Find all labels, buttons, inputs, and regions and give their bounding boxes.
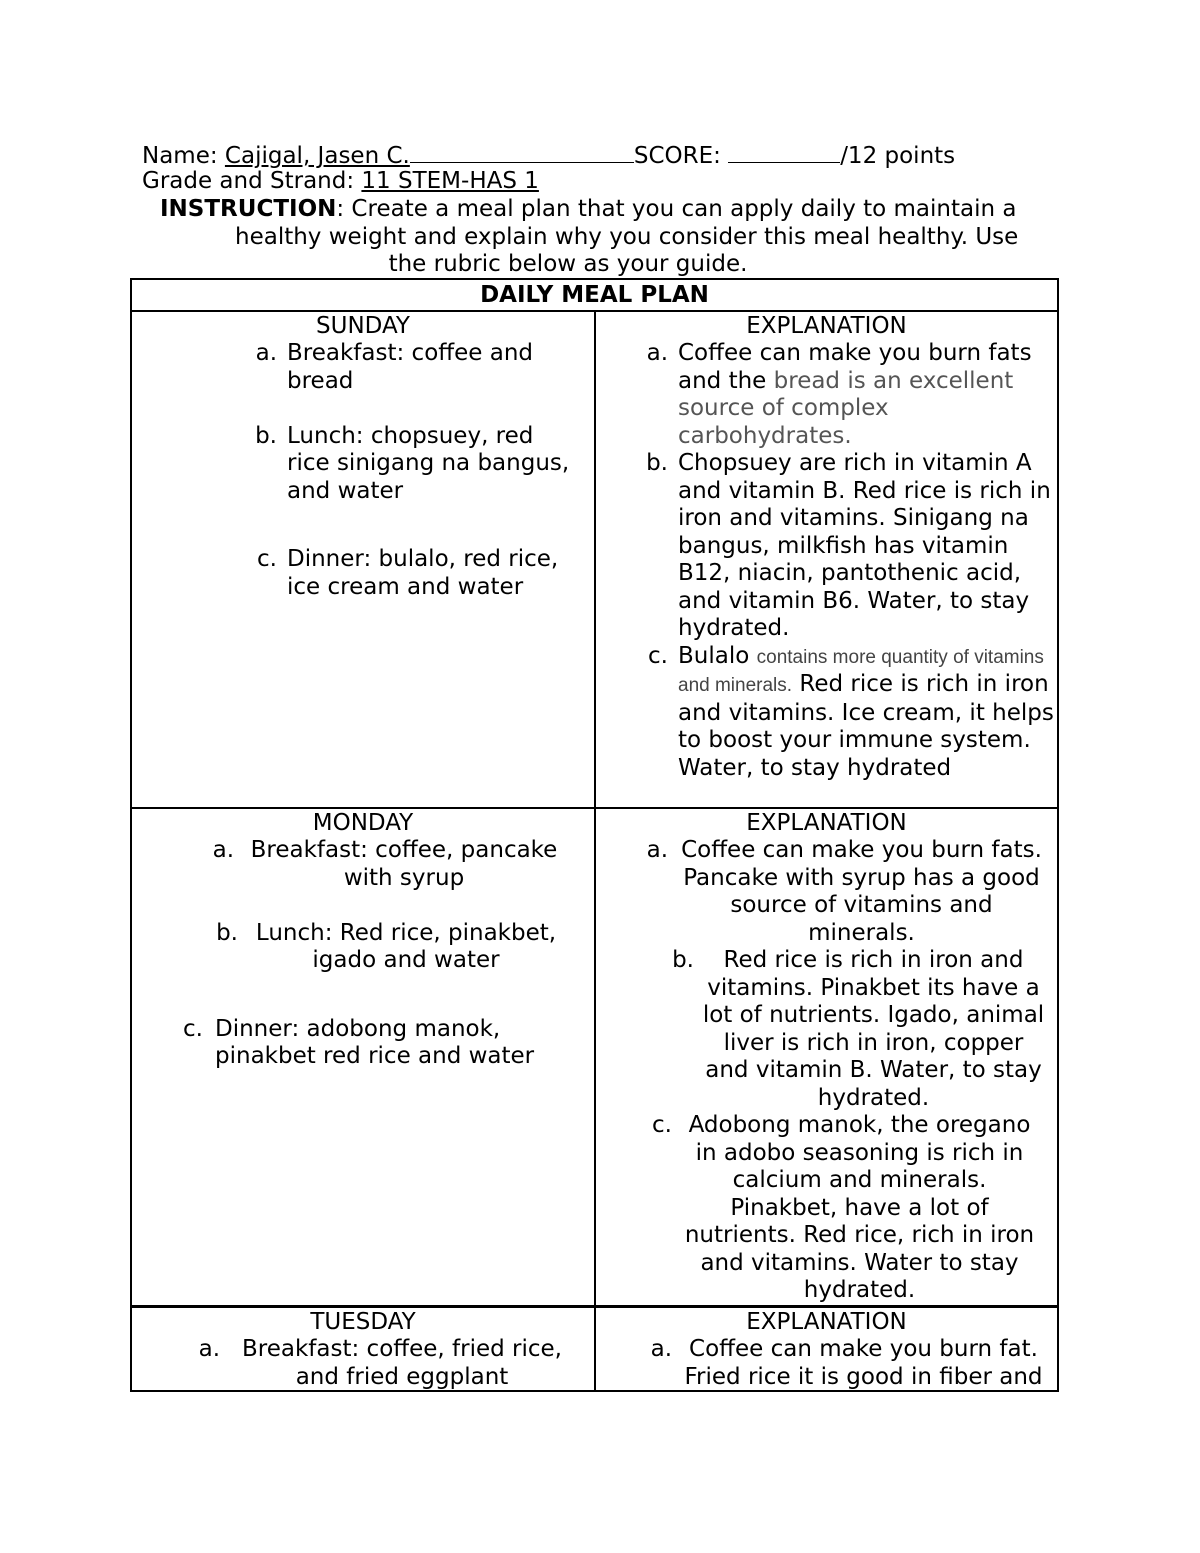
- table-row-tuesday: [132, 1308, 1057, 1390]
- monday-meal-b: [132, 920, 564, 975]
- meal-line: and fried eggplant: [295, 1363, 509, 1390]
- sunday-explanation-cell: [596, 312, 1057, 807]
- tuesday-meals-cell: [132, 1308, 596, 1390]
- list-marker: a.: [646, 837, 668, 863]
- meal-line: igado and water: [312, 947, 500, 973]
- score-suffix: /12 points: [840, 143, 956, 169]
- meal-line: Breakfast: coffee, fried rice,: [242, 1336, 562, 1362]
- tuesday-explanation-cell: [596, 1308, 1057, 1390]
- name-blank-line: [410, 141, 634, 163]
- tuesday-explanation-a: [596, 1336, 1057, 1390]
- monday-explanation-heading: EXPLANATION: [746, 810, 907, 836]
- name-label: Name:: [142, 143, 225, 169]
- sunday-explanation-heading: EXPLANATION: [746, 313, 907, 339]
- list-marker: b.: [216, 919, 238, 946]
- list-marker: a.: [212, 837, 234, 863]
- list-marker: a.: [255, 340, 277, 366]
- list-marker: c.: [652, 1112, 672, 1138]
- list-marker: b.: [672, 947, 694, 973]
- meal-text: Breakfast: coffee and bread: [287, 340, 533, 394]
- table-row-sunday: [132, 312, 1057, 809]
- list-marker: c.: [183, 1015, 203, 1042]
- meal-text: [238, 920, 564, 975]
- grade-line: [142, 168, 539, 196]
- score-blank-line: [728, 141, 840, 163]
- instruction-text-1: : Create a meal plan that you can apply daily to maintain a: [336, 196, 1017, 222]
- monday-explanation-a: [596, 837, 1057, 947]
- sunday-meals-cell: [132, 312, 596, 807]
- explanation-text: Adobong manok, the oregano in adobo seasoning is rich in calcium and minerals. Pinakbet, have a lot of nutrients. Red rice, rich in iron and vitamins. Water to stay hydrated.: [684, 1112, 1035, 1303]
- meal-text: Dinner: bulalo, red rice, ice cream and water: [287, 546, 559, 600]
- table-title: DAILY MEAL PLAN: [132, 280, 1057, 312]
- meal-line: with syrup: [343, 864, 465, 891]
- grade-value: 11 STEM-HAS 1: [361, 168, 539, 194]
- sunday-explanation-b: [596, 450, 1057, 643]
- sunday-meal-a: [132, 340, 577, 395]
- meal-text: [220, 1336, 574, 1390]
- table-row-monday: [132, 809, 1057, 1308]
- explanation-text: [672, 1336, 1049, 1390]
- meal-text: Lunch: chopsuey, red rice sinigang na bangus, and water: [287, 422, 570, 504]
- instruction-line-1: [160, 196, 1060, 224]
- list-marker: a.: [646, 340, 668, 366]
- list-marker: c.: [257, 546, 277, 572]
- explanation-text: Red rice is rich in iron and vitamins. Pinakbet its have a lot of nutrients. Igado, animal liver is rich in iron, copper and vitamin B. Water, to stay hydrated.: [702, 947, 1045, 1111]
- meal-line: Breakfast: coffee, pancake: [250, 837, 558, 863]
- explanation-line: Fried rice it is good in fiber and: [684, 1363, 1043, 1390]
- explanation-text-gray: bread is an excellent source of complex carbohydrates.: [678, 367, 1014, 449]
- monday-meal-c: [132, 1016, 577, 1071]
- tuesday-explanation-heading: EXPLANATION: [746, 1309, 907, 1335]
- sunday-meal-c: [132, 546, 577, 601]
- name-value: Cajigal, Jasen C.: [224, 143, 410, 169]
- explanation-text-small: contains more quantity of vitamins and minerals.: [678, 646, 1044, 696]
- instruction-label: INSTRUCTION: [160, 196, 337, 222]
- explanation-text: Coffee can make you burn fats. Pancake with syrup has a good source of vitamins and minerals.: [681, 837, 1042, 946]
- explanation-text-part: Coffee can make you burn fats and the: [678, 340, 1032, 394]
- monday-heading: MONDAY: [312, 810, 414, 836]
- list-marker: c.: [648, 642, 668, 669]
- list-marker: b.: [646, 450, 668, 476]
- meal-plan-table: [130, 278, 1059, 1392]
- instruction-block: [160, 196, 1060, 279]
- monday-meals-cell: [132, 809, 596, 1305]
- explanation-text: [668, 643, 1057, 783]
- sunday-explanation-a: [596, 340, 1057, 450]
- score-label: SCORE:: [633, 143, 729, 169]
- meal-line: Lunch: Red rice, pinakbet,: [255, 919, 557, 946]
- sunday-heading: SUNDAY: [316, 313, 410, 339]
- explanation-line: Coffee can make you burn fat.: [689, 1336, 1038, 1362]
- explanation-text: Chopsuey are rich in vitamin A and vitamin B. Red rice is rich in iron and vitamins. Sinigang na bangus, milkfish has vitamin B12, niacin, pantothenic acid, and vitamin B6. Water, to stay hydrated.: [678, 450, 1051, 641]
- instruction-line-2: healthy weight and explain why you consider this meal healthy. Use: [235, 223, 1019, 250]
- monday-meal-a: [132, 837, 564, 892]
- explanation-text-part: Bulalo: [678, 642, 757, 669]
- tuesday-heading: TUESDAY: [310, 1309, 416, 1335]
- monday-explanation-cell: [596, 809, 1057, 1305]
- monday-explanation-b: [596, 947, 1057, 1112]
- name-score-line: [142, 141, 955, 171]
- meal-line: pinakbet red rice and water: [215, 1043, 535, 1069]
- sunday-meal-b: [132, 423, 577, 506]
- sunday-explanation-c: [596, 643, 1057, 783]
- monday-explanation-c: [596, 1112, 1057, 1305]
- list-marker: a.: [198, 1336, 220, 1362]
- list-marker: a.: [650, 1336, 672, 1362]
- explanation-text-part: Red rice is rich in iron and vitamins. Ice cream, it helps to boost your immune system. Water, to stay hydrated: [678, 671, 1054, 781]
- meal-text: [203, 1016, 577, 1071]
- grade-label: Grade and Strand:: [142, 168, 362, 194]
- meal-line: Dinner: adobong manok,: [215, 1015, 501, 1042]
- explanation-text: [668, 340, 1057, 450]
- instruction-line-3: the rubric below as your guide.: [388, 251, 748, 277]
- meal-text: [234, 837, 564, 892]
- list-marker: b.: [255, 422, 277, 449]
- tuesday-meal-a: [132, 1336, 574, 1390]
